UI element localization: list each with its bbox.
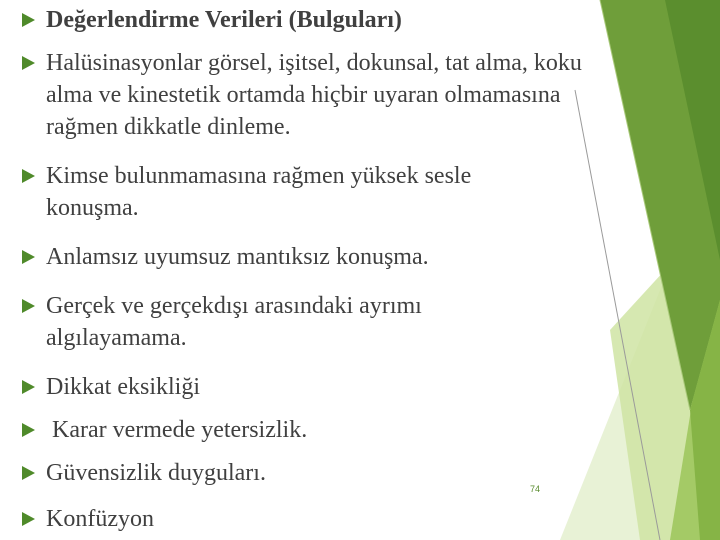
arrow-bullet-icon	[22, 56, 35, 70]
bullet-item	[22, 160, 642, 224]
bullet-list	[22, 4, 642, 535]
arrow-bullet-icon	[22, 169, 35, 183]
bullet-text: Güvensizlik duyguları.	[46, 460, 266, 486]
arrow-bullet-icon	[22, 250, 35, 264]
bullet-heading	[22, 4, 642, 36]
bullet-item	[22, 241, 642, 273]
bullet-item	[22, 457, 642, 489]
bullet-text: Kimse bulunmamasına rağmen yüksek sesle konuşma.	[46, 163, 472, 221]
bullet-text: Karar vermede yetersizlik.	[46, 417, 308, 443]
arrow-bullet-icon	[22, 13, 35, 27]
arrow-bullet-icon	[22, 512, 35, 526]
bullet-item	[22, 47, 642, 143]
bullet-item	[22, 414, 642, 446]
bullet-text: Değerlendirme Verileri (Bulguları)	[46, 7, 402, 33]
arrow-bullet-icon	[22, 380, 35, 394]
arrow-bullet-icon	[22, 299, 35, 313]
arrow-bullet-icon	[22, 466, 35, 480]
bullet-text: Gerçek ve gerçekdışı arasındaki ayrımı algılayamama.	[46, 293, 422, 351]
arrow-bullet-icon	[22, 423, 35, 437]
bullet-text: Halüsinasyonlar görsel, işitsel, dokunsal, tat alma, koku alma ve kinestetik ortamda hiçbir uyaran olmamasına rağmen dikkatle dinleme.	[46, 50, 582, 140]
bullet-item	[22, 503, 642, 535]
bullet-text: Anlamsız uyumsuz mantıksız konuşma.	[46, 244, 429, 270]
bullet-item	[22, 371, 642, 403]
bullet-item	[22, 290, 642, 354]
bullet-text: Konfüzyon	[46, 506, 154, 532]
bullet-text: Dikkat eksikliği	[46, 374, 200, 400]
page-number: 74	[530, 484, 541, 494]
